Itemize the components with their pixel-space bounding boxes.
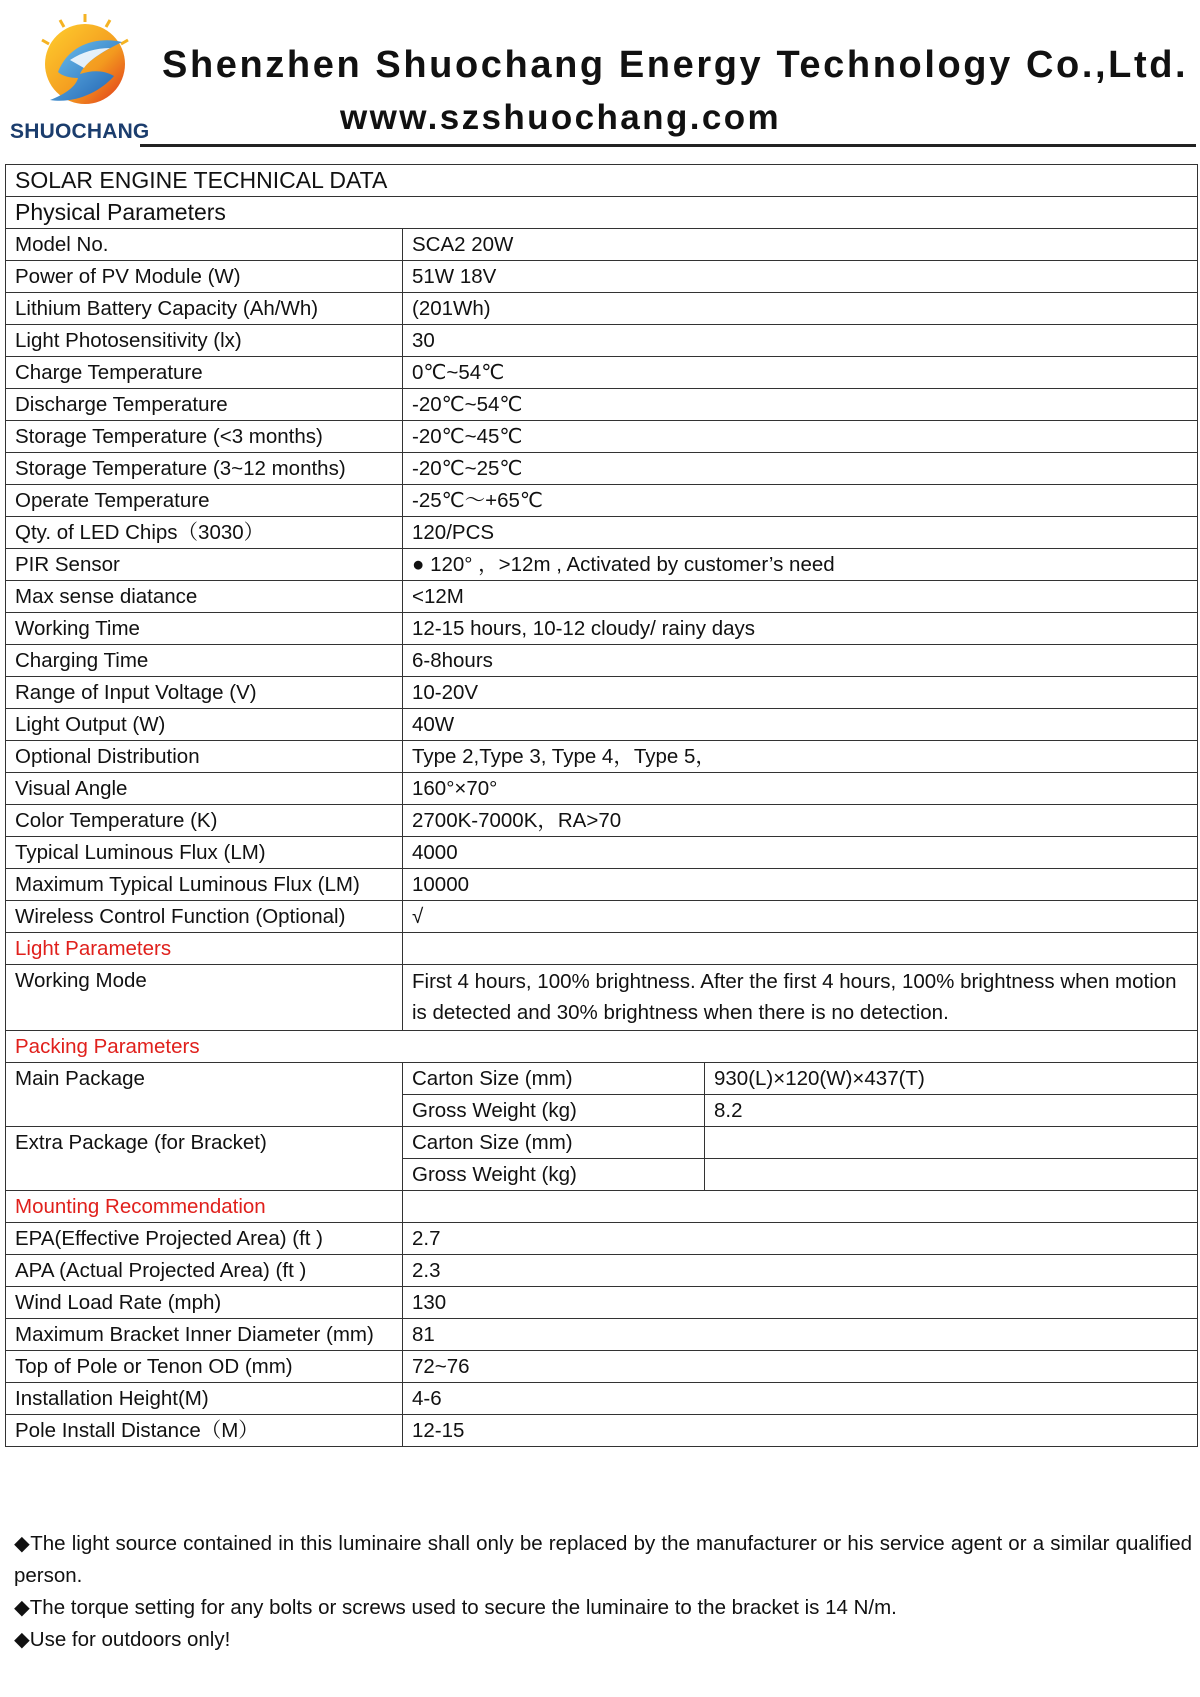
row-value: SCA2 20W xyxy=(403,229,1198,261)
empty-cell xyxy=(403,933,1198,965)
table-row xyxy=(6,1127,1198,1159)
row-value: 130 xyxy=(403,1287,1198,1319)
table-row xyxy=(6,965,1198,1031)
row-label: Light Photosensitivity (lx) xyxy=(6,325,403,357)
row-value: 72~76 xyxy=(403,1351,1198,1383)
row-value: First 4 hours, 100% brightness. After the first 4 hours, 100% brightness when motion is detected and 30% brightness when there is no detection. xyxy=(403,965,1198,1031)
table-row xyxy=(6,869,1198,901)
row-label: Gross Weight (kg) xyxy=(403,1095,705,1127)
row-label: Light Output (W) xyxy=(6,709,403,741)
row-label: Color Temperature (K) xyxy=(6,805,403,837)
table-row xyxy=(6,1383,1198,1415)
empty-cell xyxy=(403,1191,1198,1223)
section-header-row xyxy=(6,197,1198,229)
row-label: Range of Input Voltage (V) xyxy=(6,677,403,709)
table-row xyxy=(6,645,1198,677)
row-label: Working Mode xyxy=(6,965,403,1031)
section-header-row xyxy=(6,1031,1198,1063)
table-row xyxy=(6,837,1198,869)
row-label: Wind Load Rate (mph) xyxy=(6,1287,403,1319)
table-row xyxy=(6,357,1198,389)
row-label: APA (Actual Projected Area) (ft ) xyxy=(6,1255,403,1287)
row-label: Storage Temperature (3~12 months) xyxy=(6,453,403,485)
row-value: -20℃~25℃ xyxy=(403,453,1198,485)
row-label: Maximum Typical Luminous Flux (LM) xyxy=(6,869,403,901)
row-label: Wireless Control Function (Optional) xyxy=(6,901,403,933)
table-row xyxy=(6,773,1198,805)
row-label: Storage Temperature (<3 months) xyxy=(6,421,403,453)
row-label: Model No. xyxy=(6,229,403,261)
company-name: Shenzhen Shuochang Energy Technology Co.,Ltd. xyxy=(162,44,1189,86)
table-row xyxy=(6,229,1198,261)
row-label: EPA(Effective Projected Area) (ft ) xyxy=(6,1223,403,1255)
row-label: Charging Time xyxy=(6,645,403,677)
company-logo-icon xyxy=(30,12,140,112)
section-header-row xyxy=(6,1191,1198,1223)
row-value: 160°×70° xyxy=(403,773,1198,805)
row-label: Charge Temperature xyxy=(6,357,403,389)
row-value: 81 xyxy=(403,1319,1198,1351)
row-label: Maximum Bracket Inner Diameter (mm) xyxy=(6,1319,403,1351)
table-row xyxy=(6,549,1198,581)
table-row xyxy=(6,485,1198,517)
table-title-row xyxy=(6,165,1198,197)
row-value xyxy=(705,1159,1198,1191)
row-value: -20℃~45℃ xyxy=(403,421,1198,453)
row-value: 10-20V xyxy=(403,677,1198,709)
row-label: Power of PV Module (W) xyxy=(6,261,403,293)
table-row xyxy=(6,805,1198,837)
table-row xyxy=(6,293,1198,325)
row-label: Visual Angle xyxy=(6,773,403,805)
table-row xyxy=(6,1223,1198,1255)
row-value: 12-15 xyxy=(403,1415,1198,1447)
row-value: 12-15 hours, 10-12 cloudy/ rainy days xyxy=(403,613,1198,645)
row-value: (201Wh) xyxy=(403,293,1198,325)
row-label: Discharge Temperature xyxy=(6,389,403,421)
section-light-heading: Light Parameters xyxy=(6,933,403,965)
logo-wordmark: SHUOCHANG xyxy=(10,120,150,143)
table-row xyxy=(6,677,1198,709)
row-label: Optional Distribution xyxy=(6,741,403,773)
row-label: Max sense diatance xyxy=(6,581,403,613)
row-value: ● 120° ，>12m , Activated by customer’s need xyxy=(403,549,1198,581)
row-value: 10000 xyxy=(403,869,1198,901)
table-row xyxy=(6,581,1198,613)
row-label: Lithium Battery Capacity (Ah/Wh) xyxy=(6,293,403,325)
row-value: -20℃~54℃ xyxy=(403,389,1198,421)
row-value: -25℃～+65℃ xyxy=(403,485,1198,517)
row-value: 51W 18V xyxy=(403,261,1198,293)
extra-package-label: Extra Package (for Bracket) xyxy=(6,1127,403,1191)
main-package-label: Main Package xyxy=(6,1063,403,1127)
row-label: Carton Size (mm) xyxy=(403,1127,705,1159)
row-value: 2.3 xyxy=(403,1255,1198,1287)
row-value: Type 2,Type 3, Type 4，Type 5， xyxy=(403,741,1198,773)
row-label: Top of Pole or Tenon OD (mm) xyxy=(6,1351,403,1383)
table-row xyxy=(6,453,1198,485)
note-item: ◆The light source contained in this luminaire shall only be replaced by the manufacturer or his service agent or a similar qualified person. xyxy=(14,1532,1192,1587)
row-value: 4000 xyxy=(403,837,1198,869)
section-mounting-heading: Mounting Recommendation xyxy=(6,1191,403,1223)
row-value: 30 xyxy=(403,325,1198,357)
section-physical-heading: Physical Parameters xyxy=(6,197,1198,229)
header-divider xyxy=(140,144,1196,147)
note-item: ◆Use for outdoors only! xyxy=(14,1628,231,1651)
row-value: 40W xyxy=(403,709,1198,741)
table-row xyxy=(6,1287,1198,1319)
row-label: Typical Luminous Flux (LM) xyxy=(6,837,403,869)
table-row xyxy=(6,389,1198,421)
row-label: Gross Weight (kg) xyxy=(403,1159,705,1191)
table-row xyxy=(6,741,1198,773)
table-row xyxy=(6,1255,1198,1287)
row-label: Qty. of LED Chips（3030） xyxy=(6,517,403,549)
table-row xyxy=(6,709,1198,741)
row-label: Installation Height(M) xyxy=(6,1383,403,1415)
company-website: www.szshuochang.com xyxy=(340,98,782,137)
table-row xyxy=(6,1415,1198,1447)
notes-section xyxy=(14,1528,1192,1656)
row-value: 930(L)×120(W)×437(T) xyxy=(705,1063,1198,1095)
table-row xyxy=(6,1063,1198,1095)
section-header-row xyxy=(6,933,1198,965)
section-packing-heading: Packing Parameters xyxy=(6,1031,1198,1063)
table-row xyxy=(6,261,1198,293)
row-label: Operate Temperature xyxy=(6,485,403,517)
row-value: 6-8hours xyxy=(403,645,1198,677)
note-item: ◆The torque setting for any bolts or screws used to secure the luminaire to the bracket is 14 N/m. xyxy=(14,1596,897,1619)
table-row xyxy=(6,1319,1198,1351)
table-row xyxy=(6,325,1198,357)
row-value: 0℃~54℃ xyxy=(403,357,1198,389)
table-row xyxy=(6,1351,1198,1383)
table-row xyxy=(6,901,1198,933)
row-label: PIR Sensor xyxy=(6,549,403,581)
row-value: √ xyxy=(403,901,1198,933)
row-value: 4-6 xyxy=(403,1383,1198,1415)
row-value: 2.7 xyxy=(403,1223,1198,1255)
table-row xyxy=(6,421,1198,453)
technical-data-table xyxy=(5,164,1198,1447)
row-label: Pole Install Distance（M） xyxy=(6,1415,403,1447)
table-row xyxy=(6,613,1198,645)
row-value: <12M xyxy=(403,581,1198,613)
row-label: Carton Size (mm) xyxy=(403,1063,705,1095)
table-row xyxy=(6,517,1198,549)
mounting-recommendation-body xyxy=(6,1223,1198,1447)
document-header xyxy=(0,0,1200,150)
row-value: 8.2 xyxy=(705,1095,1198,1127)
physical-parameters-body xyxy=(6,229,1198,933)
table-title: SOLAR ENGINE TECHNICAL DATA xyxy=(6,165,1198,197)
row-value xyxy=(705,1127,1198,1159)
row-value: 120/PCS xyxy=(403,517,1198,549)
row-label: Working Time xyxy=(6,613,403,645)
row-value: 2700K-7000K，RA>70 xyxy=(403,805,1198,837)
